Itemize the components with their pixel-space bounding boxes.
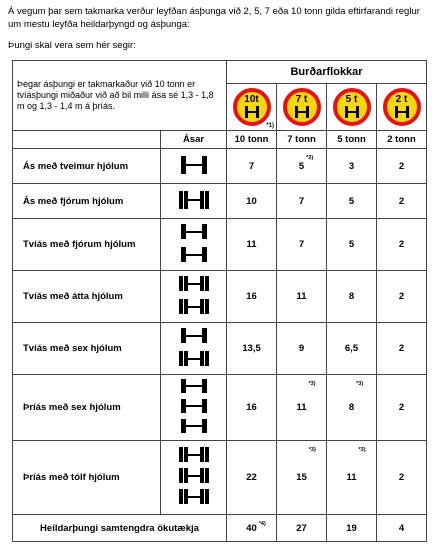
axle-load-sign-icon (333, 88, 371, 126)
footnote-ref: *4) (258, 521, 266, 527)
column-header-2: 2 tonn (377, 131, 427, 149)
table-cell: 2 (398, 291, 405, 302)
tandem-axle-eight-wheels-icon (161, 271, 227, 323)
table-row (13, 219, 427, 271)
table-row (13, 149, 427, 184)
footnote-ref: *3) (308, 381, 316, 387)
table-cell: 11 (296, 291, 307, 302)
sign-cell-2t (377, 84, 427, 131)
table-cell: 10 (246, 195, 257, 207)
tandem-axle-four-wheels-icon (161, 219, 227, 271)
group-title: Burðarflokkar (227, 61, 427, 84)
sign-label: 5 t (345, 94, 358, 105)
table-row (13, 323, 427, 375)
table-cell: 2 (398, 402, 405, 413)
row-label: Þríás með sex hjólum (13, 375, 161, 441)
table-cell: 11 (346, 472, 357, 483)
table-cell: 8 (348, 402, 355, 413)
sign-label: 10t (244, 94, 259, 105)
table-cell: 11 (296, 402, 307, 413)
footnote-ref: *3) (356, 381, 364, 387)
footnote-ref: *2) (306, 155, 314, 161)
header-description: Þegar ásþungi er takmarkaður við 10 tonn er tvíásþungi miðaður við að bil milli ása sé 1,3 - 1,8 m og 1,3 - 1,4 m á þríás. (13, 61, 227, 131)
axle-load-sign-icon (383, 88, 421, 126)
table-cell: 6,5 (344, 343, 359, 354)
table-cell: 2 (398, 195, 405, 207)
table-cell: 5 (348, 195, 355, 207)
table-cell: 27 (296, 522, 307, 534)
sign-footnote: *1) (266, 123, 274, 129)
lead-text: Þungi skal vera sem hér segir: (8, 40, 136, 51)
triple-axle-six-wheels-icon (161, 375, 227, 441)
table-cell: 5 (298, 160, 305, 172)
sign-label: 2 t (395, 94, 408, 105)
row-label: Ás með tveimur hjólum (13, 149, 161, 184)
table-row (13, 184, 427, 219)
table-cell: 3 (348, 160, 355, 172)
table-cell: 8 (348, 291, 355, 302)
table-cell: 4 (398, 522, 405, 534)
intro-text: Á vegum þar sem takmarka verður leyfðan ásþunga við 2, 5, 7 eða 10 tonn gilda eftirfarandi reglur um mestu leyfða heildarþyngd og ásþunga: (8, 6, 420, 30)
footnote-ref: *3) (308, 447, 316, 453)
sign-cell-10t (227, 84, 277, 131)
table-cell: 9 (298, 343, 305, 354)
table-cell: 7 (298, 195, 305, 207)
sign-cell-7t (277, 84, 327, 131)
table-row (13, 441, 427, 515)
total-label: Heildarþungi samtengdra ökutækja (13, 515, 227, 542)
column-header-10: 10 tonn (227, 131, 277, 149)
table-cell: 19 (346, 522, 357, 534)
single-axle-two-wheels-icon (161, 149, 227, 184)
table-cell: 22 (246, 472, 257, 483)
row-label: Tvíás með sex hjólum (13, 323, 161, 375)
table-cell: 16 (246, 402, 257, 413)
axle-load-sign-icon (283, 88, 321, 126)
total-row (13, 515, 427, 542)
table-cell: 5 (348, 239, 355, 250)
table-cell: 40 (246, 522, 257, 534)
table-cell: 2 (398, 472, 405, 483)
triple-axle-twelve-wheels-icon (161, 441, 227, 515)
table-cell: 2 (398, 160, 405, 172)
table-cell: 11 (246, 239, 257, 250)
table-cell: 15 (296, 472, 307, 483)
column-header-7: 7 tonn (277, 131, 327, 149)
table-row (13, 375, 427, 441)
tandem-axle-six-wheels-icon (161, 323, 227, 375)
axles-header: Ásar (161, 131, 227, 149)
footnote-ref: *3) (358, 447, 366, 453)
axle-load-sign-icon (233, 88, 271, 126)
table-cell: 7 (248, 160, 255, 172)
axle-load-table (12, 60, 427, 542)
sign-cell-5t (327, 84, 377, 131)
table-cell: 13,5 (242, 343, 261, 354)
row-label: Þríás með tólf hjólum (13, 441, 161, 515)
table-cell: 2 (398, 343, 405, 354)
sign-label: 7 t (295, 94, 308, 105)
row-label: Ás með fjórum hjólum (13, 184, 161, 219)
row-label: Tvíás með átta hjólum (13, 271, 161, 323)
table-cell: 16 (246, 291, 257, 302)
table-row (13, 271, 427, 323)
row-label: Tvíás með fjórum hjólum (13, 219, 161, 271)
table-cell: 2 (398, 239, 405, 250)
table-cell: 7 (298, 239, 305, 250)
column-header-5: 5 tonn (327, 131, 377, 149)
single-axle-four-wheels-icon (161, 184, 227, 219)
